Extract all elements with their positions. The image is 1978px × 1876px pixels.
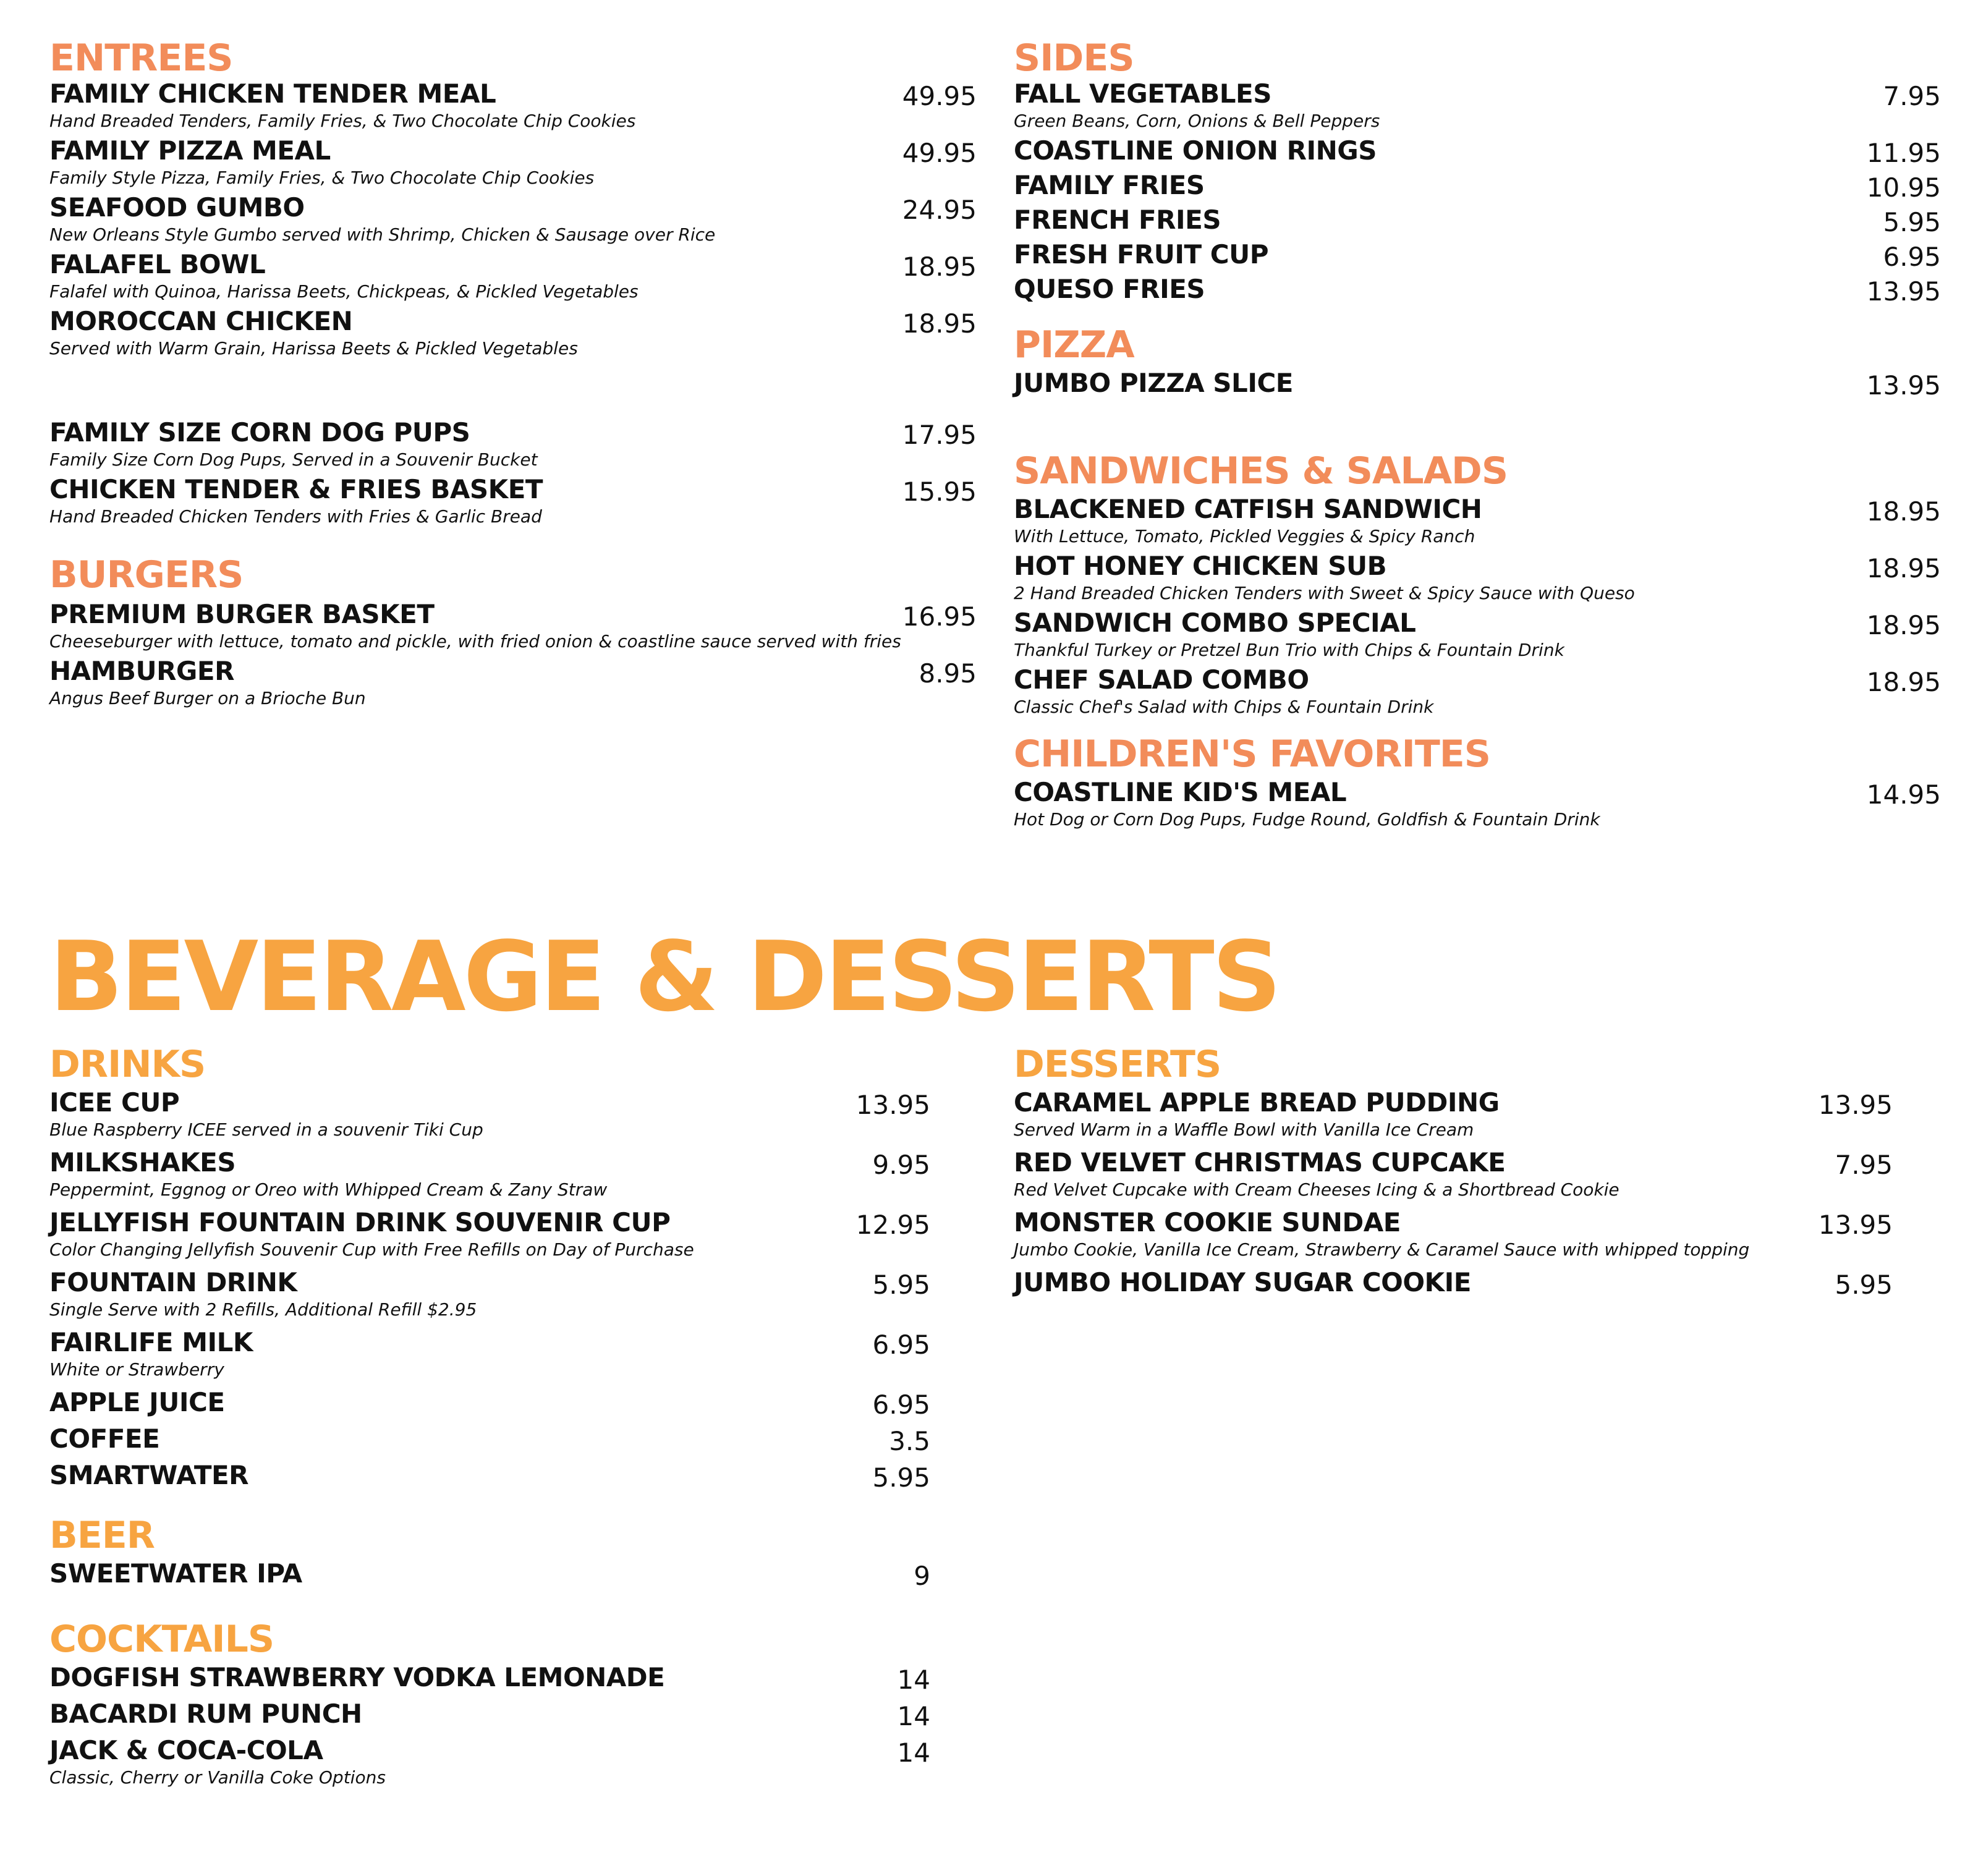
item-name: COASTLINE KID'S MEAL [1014, 777, 1347, 807]
item-price: 49.95 [902, 138, 977, 168]
item-description: With Lettuce, Tomato, Pickled Veggies & Spicy Ranch [1014, 526, 1475, 546]
item-name: FAMILY FRIES [1014, 170, 1205, 200]
desserts-title: DESSERTS [1014, 1043, 1221, 1086]
menu-item [1014, 368, 1941, 403]
item-name: COFFEE [49, 1424, 160, 1454]
item-price: 15.95 [902, 477, 977, 507]
item-description: Peppermint, Eggnog or Oreo with Whipped Cream & Zany Straw [49, 1179, 608, 1200]
entrees-title: ENTREES [49, 36, 233, 80]
menu-item [49, 1699, 930, 1736]
item-name: FAMILY SIZE CORN DOG PUPS [49, 417, 470, 448]
menu-item [1014, 1208, 1893, 1268]
item-description: Hand Breaded Chicken Tenders with Fries & Garlic Bread [49, 506, 542, 527]
item-name: FAMILY PIZZA MEAL [49, 135, 331, 166]
menu-item [49, 250, 977, 307]
item-name: FAMILY CHICKEN TENDER MEAL [49, 79, 496, 109]
item-price: 24.95 [902, 195, 977, 225]
item-price: 13.95 [1818, 1090, 1893, 1120]
children-section [1014, 734, 1941, 834]
item-description: Family Style Pizza, Family Fries, & Two Chocolate Chip Cookies [49, 168, 595, 188]
item-price: 6.95 [872, 1390, 930, 1420]
item-name: MOROCCAN CHICKEN [49, 306, 353, 336]
item-name: BLACKENED CATFISH SANDWICH [1014, 494, 1482, 524]
item-description: Falafel with Quinoa, Harissa Beets, Chickpeas, & Pickled Vegetables [49, 281, 639, 302]
item-name: QUESO FRIES [1014, 274, 1205, 304]
menu-item [49, 307, 977, 363]
item-price: 13.95 [1866, 370, 1941, 401]
menu-item [1014, 608, 1941, 665]
item-description: Jumbo Cookie, Vanilla Ice Cream, Strawberry & Caramel Sauce with whipped topping [1014, 1239, 1750, 1260]
item-price: 16.95 [902, 601, 977, 632]
item-price: 7.95 [1835, 1150, 1893, 1180]
item-name: BACARDI RUM PUNCH [49, 1699, 362, 1729]
menu-item [1014, 551, 1941, 608]
menu-item [1014, 205, 1941, 240]
item-price: 13.95 [1866, 276, 1941, 307]
burgers-section [49, 555, 977, 713]
menu-item [49, 1268, 930, 1328]
menu-item [49, 600, 977, 656]
item-price: 14.95 [1866, 779, 1941, 810]
item-description: Cheeseburger with lettuce, tomato and pickle, with fried onion & coastline sauce served with fries [49, 631, 901, 652]
menu-item [49, 1328, 930, 1388]
item-name: SANDWICH COMBO SPECIAL [1014, 608, 1416, 638]
menu-item [49, 1388, 930, 1424]
item-name: COASTLINE ONION RINGS [1014, 135, 1377, 166]
beer-title: BEER [49, 1514, 155, 1557]
cocktails-section [49, 1619, 930, 1793]
item-price: 6.95 [872, 1330, 930, 1360]
item-price: 7.95 [1883, 81, 1941, 111]
item-name: FRESH FRUIT CUP [1014, 239, 1268, 270]
menu-item [1014, 171, 1941, 205]
item-name: CARAMEL APPLE BREAD PUDDING [1014, 1087, 1500, 1118]
item-price: 3.5 [889, 1426, 930, 1456]
item-description: White or Strawberry [49, 1359, 224, 1380]
item-name: JUMBO PIZZA SLICE [1014, 368, 1293, 398]
burgers-title: BURGERS [49, 553, 244, 596]
item-price: 5.95 [872, 1462, 930, 1493]
menu-item [49, 193, 977, 250]
item-name: APPLE JUICE [49, 1387, 225, 1417]
beer-section [49, 1516, 930, 1595]
menu-item [49, 656, 977, 713]
menu-item [49, 1559, 930, 1595]
item-price: 13.95 [855, 1090, 930, 1120]
item-name: FAIRLIFE MILK [49, 1327, 253, 1357]
menu-item [1014, 1148, 1893, 1208]
item-price: 18.95 [902, 308, 977, 339]
item-description: 2 Hand Breaded Chicken Tenders with Sweet & Spicy Sauce with Queso [1014, 583, 1635, 603]
item-description: Served with Warm Grain, Harissa Beets & Pickled Vegetables [49, 338, 578, 359]
item-price: 5.95 [1883, 207, 1941, 237]
item-description: New Orleans Style Gumbo served with Shrimp, Chicken & Sausage over Rice [49, 224, 716, 245]
item-name: FALL VEGETABLES [1014, 79, 1271, 109]
item-description: Green Beans, Corn, Onions & Bell Peppers [1014, 111, 1380, 131]
menu-item [49, 1736, 930, 1793]
menu-item [49, 1461, 930, 1497]
menu-item [49, 79, 977, 136]
item-name: DOGFISH STRAWBERRY VODKA LEMONADE [49, 1662, 665, 1692]
menu-item [49, 1088, 930, 1148]
pizza-section [1014, 325, 1941, 403]
menu-item [49, 475, 977, 532]
item-description: Single Serve with 2 Refills, Additional Refill $2.95 [49, 1299, 477, 1320]
item-price: 13.95 [1818, 1210, 1893, 1240]
drinks-title: DRINKS [49, 1043, 206, 1086]
item-name: ICEE CUP [49, 1087, 180, 1118]
item-name: JUMBO HOLIDAY SUGAR COOKIE [1014, 1267, 1471, 1297]
menu-item [1014, 1268, 1893, 1304]
menu-item [1014, 79, 1941, 136]
item-name: RED VELVET CHRISTMAS CUPCAKE [1014, 1147, 1506, 1178]
item-description: Color Changing Jellyfish Souvenir Cup with Free Refills on Day of Purchase [49, 1239, 694, 1260]
item-price: 5.95 [1835, 1270, 1893, 1300]
menu-item [49, 1663, 930, 1699]
drinks-section [49, 1045, 930, 1497]
item-description: Classic Chef's Salad with Chips & Fountain Drink [1014, 697, 1434, 717]
item-description: Served Warm in a Waffle Bowl with Vanilla Ice Cream [1014, 1119, 1474, 1140]
menu-item [49, 1424, 930, 1461]
item-price: 18.95 [1866, 610, 1941, 640]
item-price: 11.95 [1866, 138, 1941, 168]
item-name: MILKSHAKES [49, 1147, 236, 1178]
item-price: 18.95 [902, 252, 977, 282]
menu-item [49, 1208, 930, 1268]
menu-item [1014, 494, 1941, 551]
entrees-section [49, 38, 977, 532]
menu-item [1014, 778, 1941, 834]
item-name: FRENCH FRIES [1014, 205, 1221, 235]
item-name: JELLYFISH FOUNTAIN DRINK SOUVENIR CUP [49, 1207, 671, 1237]
item-price: 10.95 [1866, 172, 1941, 203]
item-description: Red Velvet Cupcake with Cream Cheeses Icing & a Shortbread Cookie [1014, 1179, 1619, 1200]
children-title: CHILDREN'S FAVORITES [1014, 732, 1490, 776]
item-price: 9.95 [872, 1150, 930, 1180]
item-name: HOT HONEY CHICKEN SUB [1014, 551, 1387, 581]
item-name: SMARTWATER [49, 1460, 249, 1490]
sandwiches-section [1014, 451, 1941, 722]
item-price: 18.95 [1866, 496, 1941, 527]
item-description: Classic, Cherry or Vanilla Coke Options [49, 1767, 386, 1788]
menu-item [1014, 1088, 1893, 1148]
item-price: 12.95 [855, 1210, 930, 1240]
item-price: 18.95 [1866, 553, 1941, 584]
item-name: MONSTER COOKIE SUNDAE [1014, 1207, 1401, 1237]
item-price: 8.95 [919, 658, 977, 689]
item-name: PREMIUM BURGER BASKET [49, 599, 435, 629]
item-price: 9 [914, 1561, 930, 1591]
menu-item [1014, 665, 1941, 722]
item-price: 14 [897, 1665, 930, 1695]
sandwiches-title: SANDWICHES & SALADS [1014, 449, 1508, 493]
item-name: CHEF SALAD COMBO [1014, 664, 1309, 695]
sides-title: SIDES [1014, 36, 1134, 80]
cocktails-title: COCKTAILS [49, 1618, 274, 1661]
menu-item [49, 418, 977, 475]
item-price: 6.95 [1883, 242, 1941, 272]
desserts-section [1014, 1045, 1893, 1304]
item-name: FOUNTAIN DRINK [49, 1267, 297, 1297]
item-description: Blue Raspberry ICEE served in a souvenir Tiki Cup [49, 1119, 483, 1140]
item-price: 5.95 [872, 1270, 930, 1300]
item-price: 18.95 [1866, 667, 1941, 697]
item-price: 17.95 [902, 420, 977, 450]
menu-item [1014, 136, 1941, 171]
item-description: Thankful Turkey or Pretzel Bun Trio with Chips & Fountain Drink [1014, 640, 1564, 660]
beverage-desserts-title: BEVERAGE & DESSERTS [49, 920, 1280, 1033]
pizza-title: PIZZA [1014, 323, 1134, 367]
sides-section [1014, 38, 1941, 309]
menu-item [1014, 240, 1941, 274]
item-name: FALAFEL BOWL [49, 249, 266, 279]
item-price: 14 [897, 1738, 930, 1768]
menu-item [49, 136, 977, 193]
item-name: SWEETWATER IPA [49, 1558, 302, 1589]
item-description: Hand Breaded Tenders, Family Fries, & Two Chocolate Chip Cookies [49, 111, 636, 131]
item-description: Hot Dog or Corn Dog Pups, Fudge Round, Goldfish & Fountain Drink [1014, 809, 1600, 830]
item-description: Family Size Corn Dog Pups, Served in a Souvenir Bucket [49, 449, 538, 470]
item-name: CHICKEN TENDER & FRIES BASKET [49, 474, 543, 504]
menu-item [1014, 274, 1941, 309]
item-name: JACK & COCA-COLA [49, 1735, 323, 1765]
menu-item [49, 1148, 930, 1208]
item-price: 49.95 [902, 81, 977, 111]
item-description: Angus Beef Burger on a Brioche Bun [49, 688, 366, 708]
item-price: 14 [897, 1701, 930, 1731]
item-name: SEAFOOD GUMBO [49, 192, 305, 223]
item-name: HAMBURGER [49, 656, 234, 686]
